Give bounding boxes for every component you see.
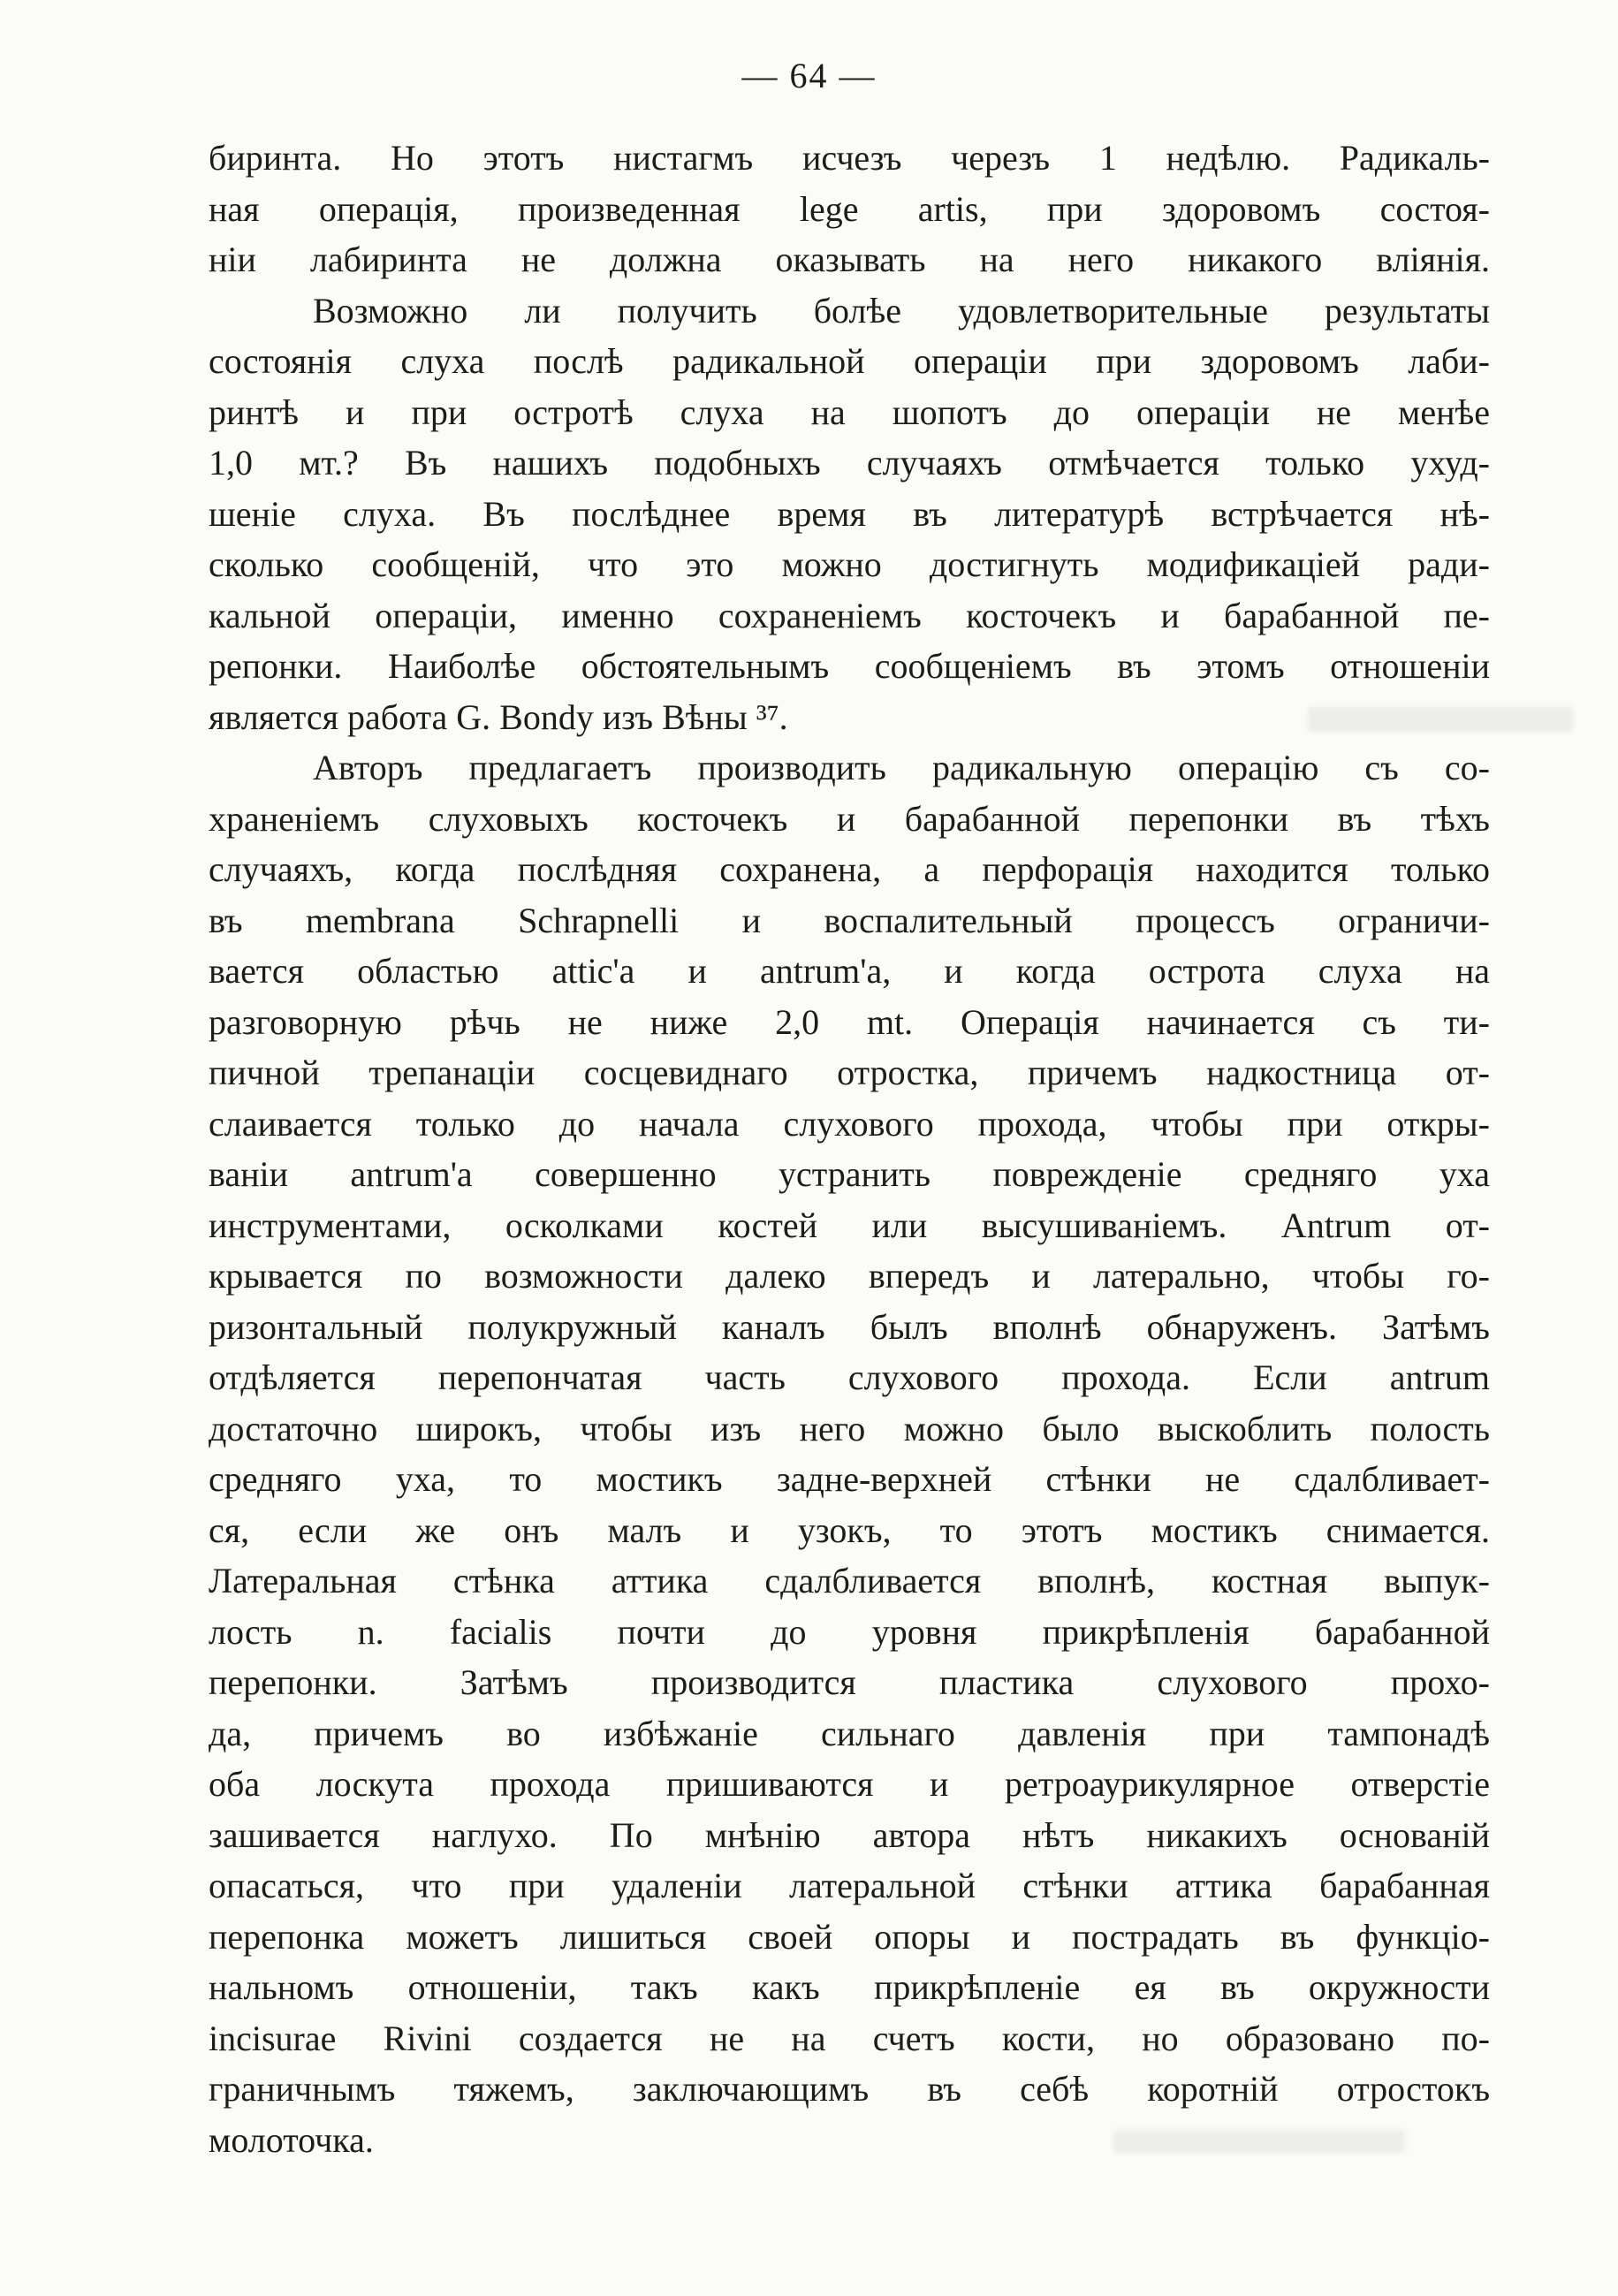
- text-line: Авторъ предлагаетъ производить радикальную операцію съ со-: [313, 748, 1490, 787]
- text-line: кальной операціи, именно сохраненіемъ косточекъ и барабанной пе-: [209, 595, 1490, 635]
- text-line: граничнымъ тяжемъ, заключающимъ въ себѣ коротній отростокъ: [209, 2069, 1490, 2109]
- text-line: случаяхъ, когда послѣдняя сохранена, а перфорація находится только: [209, 849, 1490, 889]
- text-line: зашивается наглухо. По мнѣнію автора нѣтъ никакихъ основаній: [209, 1814, 1490, 1855]
- text-line: вается областью attic'а и antrum'а, и когда острота слуха на: [209, 951, 1490, 991]
- text-line: 1,0 мт.? Въ нашихъ подобныхъ случаяхъ отмѣчается только ухуд-: [209, 443, 1490, 483]
- text-line: оба лоскута прохода пришиваются и ретроаурикулярное отверстіе: [209, 1764, 1490, 1804]
- text-line: ная операція, произведенная lege artis, при здоровомъ состоя-: [209, 188, 1490, 229]
- text-line: incisurae Rivini создается не на счетъ кости, но образовано по-: [209, 2018, 1490, 2058]
- text-line: перепонка можетъ лишиться своей опоры и пострадать въ функціо-: [209, 1916, 1490, 1957]
- text-line: средняго уха, то мостикъ задне-верхней стѣнки не сдалбливает-: [209, 1459, 1490, 1499]
- text-line: слаивается только до начала слухового прохода, чтобы при откры-: [209, 1103, 1490, 1144]
- text-line: крывается по возможности далеко впередъ и латерально, чтобы го-: [209, 1256, 1490, 1296]
- text-line: пичной трепанаціи сосцевиднаго отростка, причемъ надкостница от-: [209, 1053, 1490, 1092]
- text-line: ризонтальный полукружный каналъ былъ вполнѣ обнаруженъ. Затѣмъ: [209, 1306, 1490, 1347]
- text-line: отдѣляется перепончатая часть слухового прохода. Если antrum: [209, 1357, 1490, 1397]
- text-line: репонки. Наиболѣе обстоятельнымъ сообщеніемъ въ этомъ отношеніи: [209, 646, 1490, 686]
- text-line: Возможно ли получить болѣе удовлетворительные результаты: [313, 290, 1490, 331]
- text-line: достаточно широкъ, чтобы изъ него можно было выскоблить полость: [209, 1408, 1490, 1448]
- paragraph: [209, 742, 1490, 2165]
- text-line: является работа G. Bondy изъ Вѣны ³⁷.: [209, 696, 788, 737]
- text-line: да, причемъ во избѣжаніе сильнаго давленія при тампонадѣ: [209, 1713, 1490, 1753]
- text-line: состоянія слуха послѣ радикальной операціи при здоровомъ лаби-: [209, 341, 1490, 381]
- page-number: — 64 —: [741, 56, 877, 95]
- text-line: сколько сообщеній, что это можно достигнуть модификаціей ради-: [209, 544, 1490, 584]
- text-line: въ membrana Schrapnelli и воспалительный процессъ ограничи-: [209, 900, 1490, 940]
- text-line: Латеральная стѣнка аттика сдалбливается вполнѣ, костная выпук-: [209, 1561, 1490, 1600]
- text-line: инструментами, осколками костей или высушиваніемъ. Antrum от-: [209, 1205, 1490, 1245]
- text-line: разговорную рѣчь не ниже 2,0 mt. Операція начинается съ ти-: [209, 1001, 1490, 1042]
- text-line: ся, если же онъ малъ и узокъ, то этотъ мостикъ снимается.: [209, 1509, 1490, 1550]
- paragraph: [209, 133, 1490, 285]
- text-line: нальномъ отношеніи, такъ какъ прикрѣпленіе ея въ окружности: [209, 1967, 1490, 2007]
- paragraph: [209, 285, 1490, 743]
- text-line: перепонки. Затѣмъ производится пластика слухового прохо-: [209, 1662, 1490, 1702]
- text-line: ринтѣ и при остротѣ слуха на шопотъ до операціи не менѣе: [209, 392, 1490, 432]
- text-line: молоточка.: [209, 2119, 374, 2160]
- text-line: биринта. Но этотъ нистагмъ исчезъ черезъ 1 недѣлю. Радикаль-: [209, 138, 1490, 178]
- text-line: опасаться, что при удаленіи латеральной стѣнки аттика барабанная: [209, 1866, 1490, 1905]
- text-line: лость n. facialis почти до уровня прикрѣпленія барабанной: [209, 1611, 1490, 1652]
- text-line: ніи лабиринта не должна оказывать на него никакого вліянія.: [209, 239, 1490, 279]
- body-text: [209, 133, 1490, 2165]
- text-line: шеніе слуха. Въ послѣднее время въ литературѣ встрѣчается нѣ-: [209, 493, 1490, 534]
- text-line: ваніи antrum'а совершенно устранить поврежденіе средняго уха: [209, 1154, 1490, 1194]
- text-line: храненіемъ слуховыхъ косточекъ и барабанной перепонки въ тѣхъ: [209, 798, 1490, 839]
